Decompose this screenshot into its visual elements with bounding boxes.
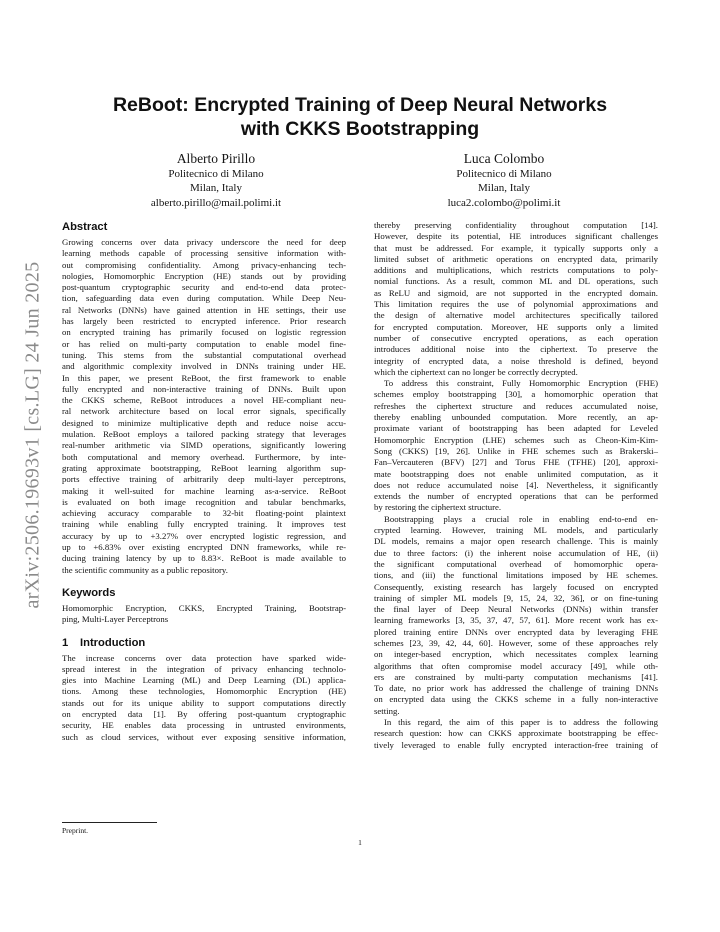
text-line: due to three factors: (i) the inherent noise accumulation of HE, (ii) [374,547,658,558]
text-line: tion, safeguarding data even during computation. While Deep Neu- [62,293,346,304]
text-line: However, despite its potential, HE introduces significant challenges [374,231,658,242]
text-line: ral Networks (DNNs) have gained attention in HE settings, their use [62,304,346,315]
text-line: nomial functions. As a result, common ML and DL operations, such [374,276,658,287]
keywords-body [62,603,346,626]
text-line: both computational and memory overhead. Furthermore, by inte- [62,451,346,462]
author-block-1 [86,150,346,210]
text-line: is evaluated on both image recognition and tabular benchmarks, [62,496,346,507]
text-line: plored training entire DNNs over encrypted data by leveraging FHE [374,626,658,637]
text-line: tively leveraged to enable fully encrypted interaction-free training of [374,739,658,750]
title-line-2: with CKKS Bootstrapping [240,118,480,140]
right-paragraph-1 [374,220,658,378]
text-line: the final layer of Deep Neural Networks (DNNs) within transfer [374,604,658,615]
text-line: training of simpler ML models [9, 15, 24, 32, 36], or on fine-tuning [374,592,658,603]
text-line: ral network architecture based on local error signals, specifically [62,406,346,417]
text-line: thereby preserving confidentiality throughout computation [14]. [374,220,658,230]
text-line: DL models, remains a major open research challenge. This is mainly [374,536,658,547]
text-line: has largely been restricted to encrypted inference. Prior research [62,316,346,327]
footnote-preprint: Preprint. [62,826,89,835]
text-line: grating approximate bootstrapping, ReBoot learning algorithm sup- [62,462,346,473]
page-number: 1 [358,838,362,847]
arxiv-id: arXiv:2506.19693v1 [cs.LG] 24 Jun 2025 [21,261,44,609]
right-paragraph-3 [374,514,658,717]
text-line: stands out for its unique ability to support computations directly [62,697,346,708]
paper-title [80,93,640,141]
text-line: gies into Machine Learning (ML) and Deep Learning (DL) applica- [62,675,346,686]
text-line: In this regard, the aim of this paper is to address the following [384,717,658,728]
section-title: Introduction [80,636,146,649]
text-line: The increase concerns over data protection have sparked wide- [62,652,346,663]
text-line: that must be addressed. For example, it typically supports only a [374,242,658,253]
text-line: In this paper, we present ReBoot, the first framework to enable [62,372,346,383]
text-line: the scientific community as a public repository. [62,564,228,575]
text-line: on integer-based encryption, which necessitates complex learning [374,649,658,660]
right-column [374,220,658,751]
text-line: the significant computational overhead of homomorphic opera- [374,558,658,569]
text-line: research question: how can CKKS approximate bootstrapping be effec- [374,728,658,739]
text-line: algorithms that often compromise model accuracy [49], while oth- [374,660,658,671]
text-line: post-quantum cryptographic security and end-to-end data protec- [62,282,346,293]
text-line: schemes employ bootstrapping [30], a homomorphic operation that [374,389,658,400]
text-line: for encrypted computation. Moreover, HE supports only a limited [374,321,658,332]
right-paragraph-4 [374,717,658,751]
title-line-1: ReBoot: Encrypted Training of Deep Neural Networks [112,94,608,116]
text-line: Bootstrapping plays a crucial role in enabling end-to-end en- [384,513,658,524]
text-line: setting. [374,705,400,716]
text-line: training while enabling fully encrypted training. It improves test [62,519,346,530]
left-column [62,220,346,743]
text-line: nologies, Homomorphic Encryption (HE) stands out by providing [62,270,346,281]
text-line: the CKKS scheme, ReBoot introduces a novel HE-compliant neu- [62,395,346,406]
text-line: ports effective training of arbitrarily deep multi-layer perceptrons, [62,474,346,485]
text-line: tions. Among these technologies, Homomorphic Encryption (HE) [62,686,346,697]
text-line: Consequently, existing research has largely focused on encrypted [374,581,658,592]
author-name: Alberto Pirillo [176,151,256,166]
text-line: additions and multiplications, which restricts computations to poly- [374,265,658,276]
text-line: learning methods capable of processing sensitive information with- [62,248,346,259]
abstract-body [62,237,346,576]
text-line: accuracy by up to +3.27% over encrypted logistic regression, and [62,530,346,541]
author-email: alberto.pirillo@mail.polimi.it [150,196,282,209]
text-line: ers are constrained by multi-party computation mechanisms [41]. [374,671,658,682]
text-line: thereby enabling unbounded computation. More recently, an ap- [374,412,658,423]
author-affiliation: Politecnico di Milano [168,168,264,180]
text-line: ping, Multi-Layer Perceptrons [62,614,169,625]
text-line: ducing training latency by up to 8.83×. ReBoot is made available to [62,553,346,564]
text-line: To address this constraint, Fully Homomorphic Encryption (FHE) [384,378,658,389]
text-line: Fan–Vercauteren (BFV) [27] and Torus FHE (TFHE) [20], approxi- [374,457,658,468]
author-email: luca2.colombo@polimi.it [447,196,561,209]
text-line: as ReLU and sigmoid, are not supported in the encrypted domain. [374,287,658,298]
text-line: up to +6.83% over existing encrypted DNN frameworks, while re- [62,542,346,553]
text-line: and algorithmic complexity involved in DNNs training under HE. [62,361,346,372]
text-line: schemes [23, 39, 42, 44, 60]. However, some of these approaches rely [374,637,658,648]
text-line: the design of alternative model architectures specifically tailored [374,310,658,321]
text-line: which the ciphertext can no longer be correctly decrypted. [374,366,578,377]
text-line: tuning. This stems from the substantial computational overhead [62,349,346,360]
text-line: mate bootstrapping does not enable unlimited computation, as it [374,468,658,479]
text-line: spread interest in the integration of privacy enhancing technolo- [62,663,346,674]
text-line: integrity of encrypted data, a noise threshold is defined, beyond [374,355,658,366]
author-name: Luca Colombo [463,151,545,166]
text-line: Growing concerns over data privacy underscore the need for deep [62,237,346,247]
text-line: tions, and (iii) the functional limitations imposed by HE schemes. [374,570,658,581]
text-line: on encrypted training has primarily focused on logistic regression [62,327,346,338]
text-line: such as cloud services, without ever exposing sensitive information, [62,731,346,742]
text-line: Song (CKKS) [19, 26]. Unlike in FHE schemes such as Brakerski– [374,445,658,456]
text-line: out compromising confidentiality. Among privacy-enhancing tech- [62,259,346,270]
text-line: does not reduce accumulated noise [4]. Nevertheless, it significantly [374,479,658,490]
author-affiliation: Politecnico di Milano [456,168,552,180]
text-line: extends the number of encrypted operations that can be performed [374,491,658,502]
intro-body [62,653,346,743]
text-line: real-number arithmetic via SIMD operations, significantly lowering [62,440,346,451]
right-paragraph-2 [374,378,658,514]
text-line: mulation. ReBoot employs a tailored packing strategy that leverages [62,429,346,440]
author-location: Milan, Italy [478,182,530,195]
text-line: introduces additional noise into the ciphertext. To preserve the [374,344,658,355]
text-line: This limitation requires the use of polynomial approximations and [374,299,658,310]
text-line: Homomorphic Encryption (LHE) schemes such as Cheon-Kim-Kim- [374,434,658,445]
text-line: refreshes the ciphertext structure and reduces accumulated noise, [374,400,658,411]
text-line: on encrypted data [1]. By offering post-quantum cryptographic [62,708,346,719]
text-line: learning frameworks [3, 35, 37, 47, 57, 61]. More recent work has ex- [374,615,658,626]
text-line: achieving accuracy comparable to 32-bit floating-point plaintext [62,508,346,519]
text-line: making it well-suited for machine learning as-a-service. ReBoot [62,485,346,496]
keywords-heading: Keywords [62,586,116,599]
text-line: crypted learning. However, training ML models, and particularly [374,525,658,536]
text-line: proximate variant of bootstrapping has been adapted for Leveled [374,423,658,434]
text-line: number of consecutive encrypted operations, as each operation [374,332,658,343]
abstract-heading: Abstract [62,221,108,233]
footnote-rule [62,822,157,823]
text-line: limited subset of arithmetic operations on encrypted data, primarily [374,253,658,264]
text-line: fully encrypted and non-interactive training of DNNs. Built upon [62,383,346,394]
author-block-2 [374,150,634,210]
text-line: Homomorphic Encryption, CKKS, Encrypted Training, Bootstrap- [62,602,346,613]
text-line: on encrypted data using the CKKS scheme in a fully non-interactive [374,694,658,705]
section-number: 1 [62,636,69,649]
intro-heading [62,636,346,650]
arxiv-watermark [18,200,48,670]
text-line: by restoring the ciphertext structure. [374,502,502,513]
text-line: designed to minimize multiplicative depth and reduce noise accu- [62,417,346,428]
text-line: security, HE enables data processing in untrusted environments, [62,720,346,731]
text-line: or has relied on multi-party computation to enable model fine- [62,338,346,349]
text-line: To date, no prior work has addressed the challenge of training DNNs [374,683,658,694]
author-location: Milan, Italy [190,182,242,195]
